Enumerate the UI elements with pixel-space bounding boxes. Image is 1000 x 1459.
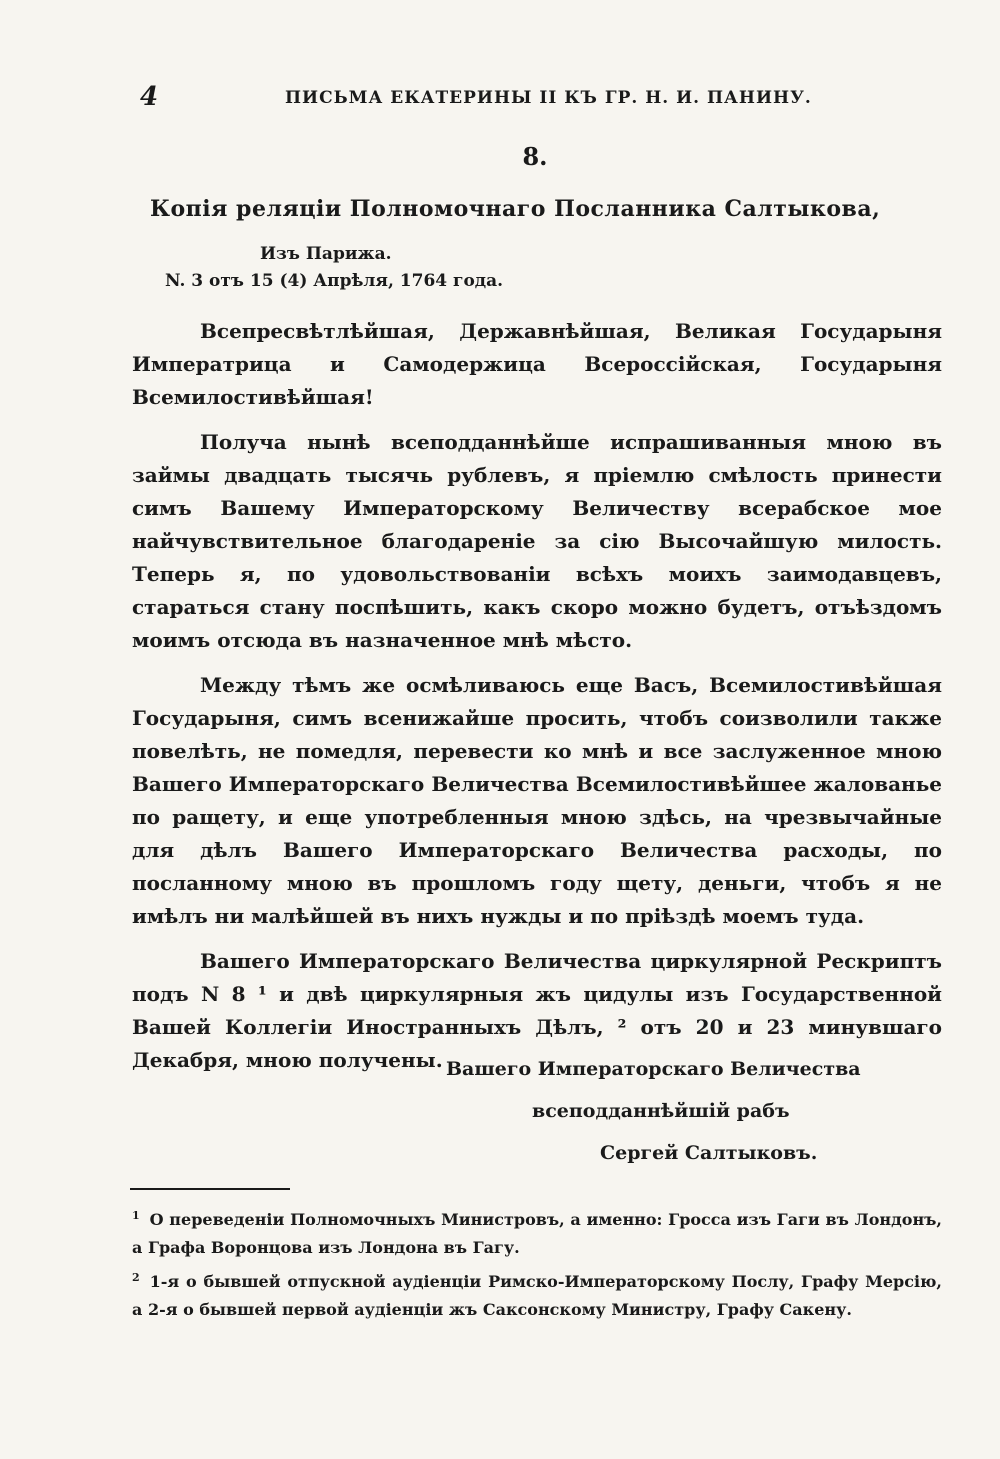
document-number: 8. [522, 142, 548, 171]
page-number: 4 [140, 82, 159, 112]
closing-line: всеподданнѣйшій рабъ [532, 1100, 790, 1122]
document-origin: Изъ Парижа. [260, 244, 392, 264]
footnote [132, 1268, 942, 1324]
salutation-paragraph: Всепресвѣтлѣйшая, Державнѣйшая, Великая Государыня Императрица и Самодержица Всероссійская, Государыня Всемилостивѣйшая! [132, 319, 942, 409]
running-title: ПИСЬМА ЕКАТЕРИНЫ II КЪ ГР. Н. И. ПАНИНУ. [285, 88, 812, 108]
running-head [140, 82, 860, 112]
footnote-text: 1-я о бывшей отпускной аудіенціи Римско-Императорскому Послу, Графу Мерсію, а 2-я о бывшей первой аудіенціи жъ Саксонскому Министру, Графу Сакену. [132, 1272, 942, 1319]
letter-closing [130, 1048, 950, 1174]
body-paragraph: Получа нынѣ всеподданнѣйше испрашиванныя мною въ займы двадцать тысячь рублевъ, я пріемлю смѣлость принести симъ Вашему Императорскому Величеству всерабское мое найчувствительное благодареніе за сію Высочайшую милость. Теперь я, по удовольствованіи всѣхъ моихъ заимодавцевъ, стараться стану поспѣшить, какъ скоро можно будетъ, отъѣздомъ моимъ отсюда въ назначенное мнѣ мѣсто. [132, 430, 942, 652]
signature: Сергей Салтыковъ. [600, 1142, 818, 1164]
closing-line: Вашего Императорскаго Величества [446, 1058, 861, 1080]
footnotes [132, 1206, 942, 1330]
letter-body [132, 315, 942, 1089]
footnote-marker: 1 [132, 1208, 140, 1222]
footnote-divider [130, 1188, 290, 1190]
document-title: Копія реляціи Полномочнаго Посланника Салтыкова, [150, 196, 881, 222]
footnote-text: О переведеніи Полномочныхъ Министровъ, а именно: Гросса изъ Гаги въ Лондонъ, а Графа Воронцова изъ Лондона въ Гагу. [132, 1210, 942, 1257]
body-paragraph: Вашего Императорскаго Величества циркулярной Рескриптъ подъ N 8 ¹ и двѣ циркулярныя жъ цидулы изъ Государственной Вашей Коллегіи Иностранныхъ Дѣлъ, ² отъ 20 и 23 минувшаго Декабря, мною получены. [132, 949, 942, 1072]
footnote-marker: 2 [132, 1270, 140, 1284]
body-paragraph: Между тѣмъ же осмѣливаюсь еще Васъ, Всемилостивѣйшая Государыня, симъ всенижайше просить, чтобъ соизволили также повелѣть, не помедля, перевести ко мнѣ и все заслуженное мною Вашего Императорскаго Величества Всемилостивѣйшее жалованье по ращету, и еще употребленныя мною здѣсь, на чрезвычайные для дѣлъ Вашего Императорскаго Величества расходы, по посланному мною въ прошломъ году щету, деньги, чтобъ я не имѣлъ ни малѣйшей въ нихъ нужды и по пріѣздѣ моемъ туда. [132, 673, 942, 928]
document-dateline: N. 3 отъ 15 (4) Апрѣля, 1764 года. [165, 271, 504, 291]
footnote [132, 1206, 942, 1262]
